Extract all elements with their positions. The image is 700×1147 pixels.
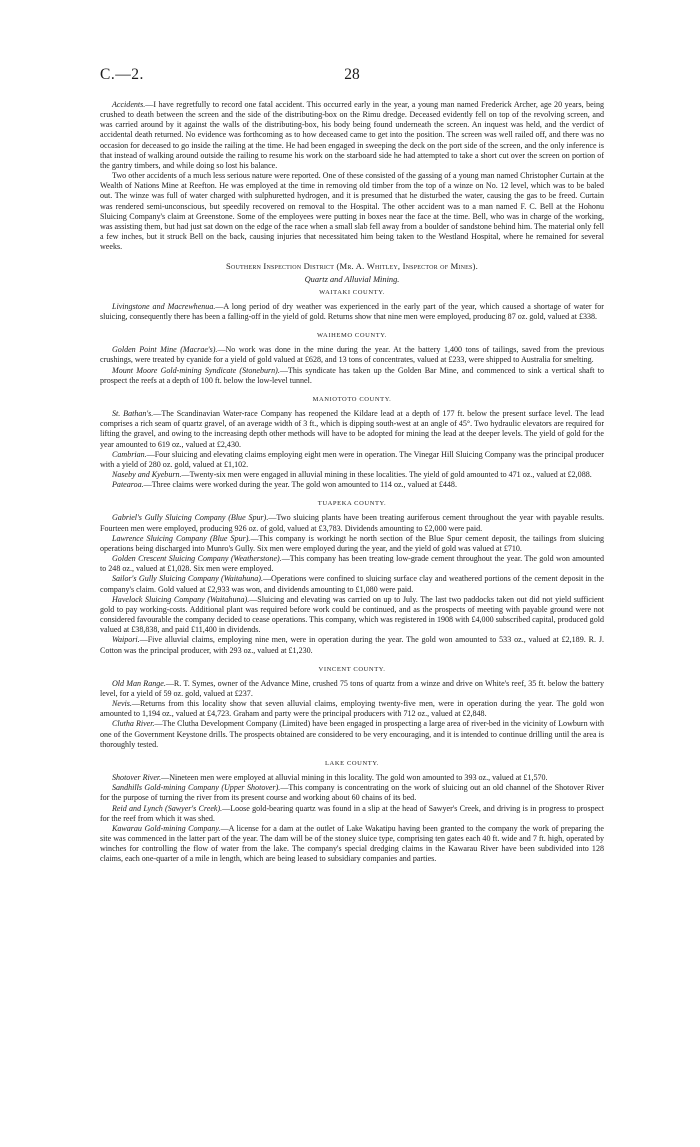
county-heading: WAITAKI COUNTY. bbox=[319, 288, 385, 296]
entry-label: Old Man Range. bbox=[112, 678, 166, 688]
entry-label: Havelock Sluicing Company (Waitahuna). bbox=[112, 594, 250, 604]
entry-label: Nevis. bbox=[112, 699, 132, 709]
entry-label: Cambrian. bbox=[112, 449, 147, 459]
entry-text: —Operations were confined to sluicing surface clay and weathered portions of the cement deposit in the company's claim. Gold valued at £2,933 was won, and dividends amounting to £1,080 were paid. bbox=[100, 574, 604, 594]
entry-text: —Two sluicing plants have been treating auriferous cement throughout the year with payable results. Fourteen men were employed, producing 926 oz. of gold, valued at £3,783. Dividends amounting to £2,000 were paid. bbox=[100, 513, 604, 533]
entry-text: —No work was done in the mine during the year. At the battery 1,400 tons of tailings, saved from the previous crushings, were treated by cyanide for a yield of gold valued at £628, and 13 tons of concentrates, valued at £233, were shipped to Australia for smelting. bbox=[100, 345, 604, 365]
entry-paragraph bbox=[100, 366, 604, 386]
paragraph-label: Accidents. bbox=[112, 100, 146, 109]
entry-text: —This company has been treating low-grade cement throughout the year. The gold won amounted to 248 oz., valued at £1,028. Six men were employed. bbox=[100, 554, 605, 574]
county-heading: TUAPEKA COUNTY. bbox=[317, 500, 387, 508]
entry-paragraph bbox=[100, 534, 604, 554]
entry-paragraph bbox=[100, 783, 604, 803]
entry-paragraph bbox=[100, 804, 604, 824]
entry-paragraph bbox=[100, 554, 604, 574]
entry-paragraph bbox=[100, 345, 604, 365]
entry-text: —This syndicate has taken up the Golden Bar Mine, and commenced to sink a vertical shaft to prospect the reefs at a depth of 100 ft. below the low-level tunnel. bbox=[100, 365, 604, 385]
entry-text: —Returns from this locality show that seven alluvial claims, employing twenty-five men, were in operation during the year. The gold won amounted to 1,194 oz., valued at £4,723. Graham and party were the principal producers with 712 oz., valued at £2,848. bbox=[100, 699, 604, 719]
county-heading: VINCENT COUNTY. bbox=[318, 665, 386, 673]
entry-text: —Sluicing and elevating was carried on up to July. The last two paddocks taken out did not yield sufficient gold to pay working-costs. Additional plant was required before work could be continued, and as the prospects of meeting with payable ground were not considered favourable the company decided to cease operations. This company, which was registered in 1908 with £4,000 subscribed capital, produced gold valued at £38,838, and paid £11,400 in dividends. bbox=[100, 594, 604, 635]
paragraph-text: Two other accidents of a much less serious nature were reported. One of these consisted of the gassing of a young man named Christopher Curtain at the Wealth of Nations Mine at Reefton. He was employed at the time in removing old timber from the top of a winze on No. 12 level, which was to be baled out. The winze was full of water charged with sulphuretted hydrogen, and it is presumed that he disturbed the water, causing the gas to be freed. Curtain was rendered semi-unconscious, but speedily recovered on removal to the Hospital. The other accident was to a man named F. C. Bell at the Hohonu Sluicing Company's claim at Greenstone. Some of the employees were putting in boxes near the face at the time. Bell, who was in charge of the working, was assisting them, but had just sat down on the edge of the race when a small slab fell away from a boulder of sandstone behind him. The material only fell a few inches, but it struck Bell on the back, causing injuries that necessitated him being taken to the Westland Hospital, where he remained for several weeks. bbox=[100, 171, 604, 252]
entry-label: Mount Moore Gold-mining Syndicate (Stoneburn). bbox=[112, 365, 280, 375]
entry-paragraph bbox=[100, 470, 604, 480]
entry-label: Reid and Lynch (Sawyer's Creek). bbox=[112, 803, 223, 813]
county-heading: WAIHEMO COUNTY. bbox=[317, 332, 387, 340]
entry-text: —Three claims were worked during the year. The gold won amounted to 114 oz., valued at £448. bbox=[143, 480, 457, 490]
entry-paragraph bbox=[100, 480, 604, 490]
entry-label: Patearoa. bbox=[112, 480, 144, 490]
page-header bbox=[100, 66, 604, 88]
entry-paragraph bbox=[100, 574, 604, 594]
entry-label: Kawarau Gold-mining Company. bbox=[112, 823, 221, 833]
entry-label: Clutha River. bbox=[112, 719, 155, 729]
entry-paragraph bbox=[100, 513, 604, 533]
entry-paragraph bbox=[100, 824, 604, 865]
entry-label: Waipori. bbox=[112, 635, 140, 645]
entry-paragraph bbox=[100, 409, 604, 450]
entry-label: Lawrence Sluicing Company (Blue Spur). bbox=[112, 533, 251, 543]
accidents-paragraph bbox=[100, 171, 604, 252]
accidents-paragraph bbox=[100, 100, 604, 171]
district-heading: Southern Inspection District (Mr. A. Whitley, Inspector of Mines). bbox=[226, 261, 478, 272]
entry-label: Livingstone and Macrewhenua. bbox=[112, 301, 216, 311]
entry-label: Naseby and Kyeburn. bbox=[112, 470, 182, 479]
entry-text: —Loose gold-bearing quartz was found in a slip at the head of Sawyer's Creek, and driving is in progress to prospect for the reef from which it was shed. bbox=[100, 803, 604, 823]
entry-label: Sandhills Gold-mining Company (Upper Shotover). bbox=[112, 783, 281, 793]
entry-label: St. Bathan's. bbox=[112, 409, 154, 419]
entry-text: —A long period of dry weather was experienced in the early part of the year, which caused a shortage of water for sluicing, consequently there has been a falling-off in the yield of gold. Returns show that nine men were employed, producing 87 oz. gold, valued at £338. bbox=[100, 301, 604, 321]
section-subheading: Quartz and Alluvial Mining. bbox=[304, 274, 400, 284]
page-number: 28 bbox=[344, 66, 360, 83]
entry-paragraph bbox=[100, 635, 604, 655]
entry-text: —This company is workingt he north section of the Blue Spur cement deposit, the tailings from sluicing operations being discharged into Munro's Gully. Six men were employed during the year, and the yield of gold was valued at £710. bbox=[100, 533, 604, 553]
entry-label: Gabriel's Gully Sluicing Company (Blue Spur). bbox=[112, 513, 269, 523]
entry-text: —The Scandinavian Water-race Company has reopened the Kildare lead at a depth of 177 ft. below the present surface level. The lead comprises a rich seam of quartz gravel, of an average width of 3 ft., which is dipping south-west at an angle of 45°. Two hydraulic elevators are required for lifting the gravel, and owing to the increasing depth other methods will have to be adopted for mining the lead at the deeper levels. The yield of gold for the year amounted to 619 oz., valued at £2,430. bbox=[100, 409, 604, 449]
entry-paragraph bbox=[100, 719, 604, 749]
entry-text: —Four sluicing and elevating claims employing eight men were in operation. The Vinegar Hill Sluicing Company was the principal producer with a yield of 280 oz. gold, valued at £1,102. bbox=[100, 449, 604, 469]
paragraph-text: —I have regretfully to record one fatal accident. This occurred early in the year, a young man named Frederick Archer, age 20 years, being crushed to death between the screen and the side of the distributing-box on the Rimu dredge. Deceased evidently fell on top of the revolving screen, and was carried around by it against the walls of the distributing-box, his body being found underneath the screen. An inquest was held, and the verdict of accidental death returned. No evidence was forthcoming as to how deceased came to get into the position. The screen was well railed off, and there was no occasion for deceased to go inside the railing at the time. He had been engaged in sweeping the deck on the port side of the screen, and the only inference is that instead of walking around outside the railing to resume his work on the starboard side he had attempted to take a short cut over the screen on portion of the gantry timbers, and while doing so lost his balance. bbox=[100, 100, 604, 170]
entry-text: —The Clutha Development Company (Limited) have been engaged in prospecting a large area of river-bed in the vicinity of Lowburn with one of the Government Keystone drills. The prospects obtained are considered to be very encouraging, and it is intended to continue drilling until the area is thoroughly tested. bbox=[100, 719, 604, 749]
entry-paragraph bbox=[100, 773, 604, 783]
entry-paragraph bbox=[100, 595, 604, 636]
entry-label: Sailor's Gully Sluicing Company (Waitahuna). bbox=[112, 574, 263, 584]
page-body bbox=[100, 100, 604, 864]
entry-text: —Nineteen men were employed at alluvial mining in this locality. The gold won amounted to 393 oz., valued at £1,570. bbox=[161, 773, 548, 783]
entry-text: —A license for a dam at the outlet of Lake Wakatipu having been granted to the company the work of preparing the site was commenced in the latter part of the year. The dam will be of the stoney sluice type, comprising ten gates each 40 ft. wide and 7 ft. high, operated by winches for controlling the flow of water from the lake. The company's special dredging claims in the Kawarau River have been subdivided into 128 claims, each one-quarter of a mile in length, which are being leased to subsidiary companies and parties. bbox=[100, 823, 604, 864]
county-heading: MANIOTOTO COUNTY. bbox=[312, 395, 392, 403]
entry-text: —This company is concentrating on the work of sluicing out an old channel of the Shotover River for the purpose of turning the river from its present course and working about 60 chains of its bed. bbox=[100, 783, 604, 803]
entry-text: —Twenty-six men were engaged in alluvial mining in these localities. The yield of gold amounted to 471 oz., valued at £2,088. bbox=[181, 470, 592, 479]
entry-label: Golden Point Mine (Macrae's). bbox=[112, 345, 218, 355]
entry-paragraph bbox=[100, 679, 604, 699]
entry-label: Shotover River. bbox=[112, 773, 162, 783]
entry-paragraph bbox=[100, 699, 604, 719]
entry-text: —R. T. Symes, owner of the Advance Mine, crushed 75 tons of quartz from a winze and drive on White's reef, 35 ft. below the battery level, for a yield of 59 oz. gold, valued at £237. bbox=[100, 678, 604, 698]
entry-paragraph bbox=[100, 450, 604, 470]
county-heading: LAKE COUNTY. bbox=[324, 759, 380, 767]
entry-label: Golden Crescent Sluicing Company (Weatherstone). bbox=[112, 554, 282, 564]
document-code: C.—2. bbox=[100, 66, 144, 83]
entry-paragraph bbox=[100, 302, 604, 322]
entry-text: —Five alluvial claims, employing nine men, were in operation during the year. The gold won amounted to 533 oz., valued at £2,189. R. J. Cotton was the principal producer, with 293 oz., valued at £1,230. bbox=[100, 635, 604, 655]
